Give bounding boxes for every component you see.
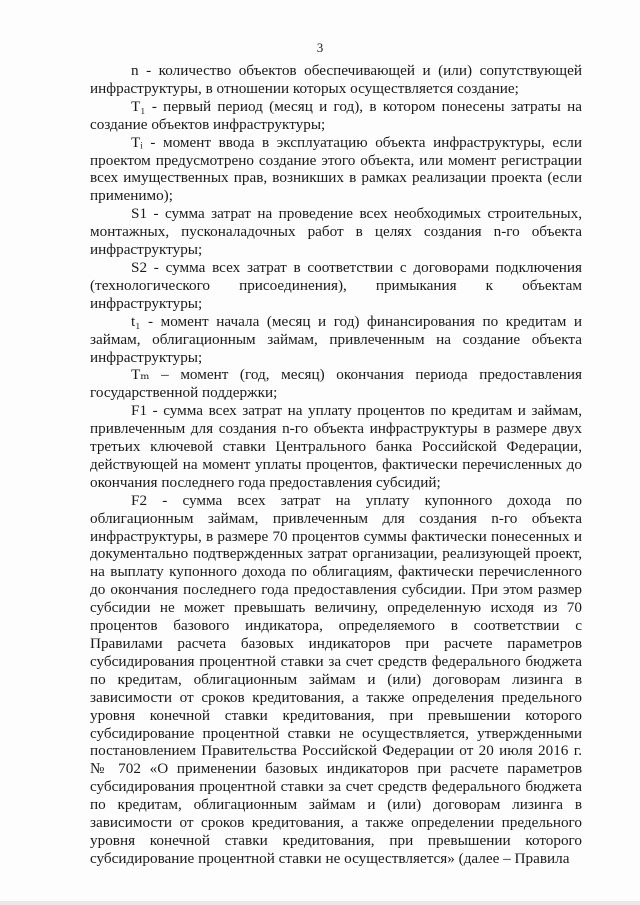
paragraph-ti-definition: Tᵢ - момент ввода в эксплуатацию объекта инфраструктуры, если проектом предусмотрено создание этого объекта, или момент регистрации всех имущественных прав, возникших в рамках реализации проекта (если применимо); — [90, 133, 582, 205]
paragraph-s2-definition: S2 - сумма всех затрат в соответствии с договорами подключения (технологического присоединения), примыкания к объектам инфраструктуры; — [90, 258, 582, 312]
paragraph-s1-definition: S1 - сумма затрат на проведение всех необходимых строительных, монтажных, пусконаладочных работ в целях создания n-го объекта инфраструктуры; — [90, 205, 582, 259]
paragraph-f1-definition: F1 - сумма всех затрат на уплату процентов по кредитам и займам, привлеченным для создания n-го объекта инфраструктуры в размере двух третьих ключевой ставки Центрального банка Российской Федерации, действующей на момент уплаты процентов, фактически перечисленных до окончания последнего года предоставления субсидий; — [90, 402, 582, 491]
page-number: 3 — [316, 40, 324, 55]
paragraph-tm-definition: Tₘ – момент (год, месяц) окончания периода предоставления государственной поддержки; — [90, 366, 582, 402]
paragraph-t1-definition: T₁ - первый период (месяц и год), в котором понесены затраты на создание объектов инфраструктуры; — [90, 97, 582, 133]
page-bottom-edge — [0, 901, 640, 905]
document-body — [90, 62, 582, 868]
paragraph-t1-small-definition: t₁ - момент начала (месяц и год) финансирования по кредитам и займам, облигационным займам, привлеченным на создание объекта инфраструктуры; — [90, 312, 582, 366]
paragraph-f2-definition: F2 - сумма всех затрат на уплату купонного дохода по облигационным займам, привлеченным для создания n-го объекта инфраструктуры, в размере 70 процентов суммы фактически понесенных и документально подтвержденных затрат организации, реализующей проект, на выплату купонного дохода по облигациям, фактически перечисленного до окончания последнего года предоставления субсидии. При этом размер субсидии не может превышать величину, определенную исходя из 70 процентов базового индикатора, определяемого в соответствии с Правилами расчета базовых индикаторов при расчете параметров субсидирования процентной ставки за счет средств федерального бюджета по кредитам, облигационным займам и (или) договорам лизинга в зависимости от сроков кредитования, а также определения предельного уровня конечной ставки кредитования, при превышении которого субсидирование процентной ставки не осуществляется, утвержденными постановлением Правительства Российской Федерации от 20 июля 2016 г. № 702 «О применении базовых индикаторов при расчете параметров субсидирования процентной ставки за счет средств федерального бюджета по кредитам, облигационным займам и (или) договорам лизинга в зависимости от сроков кредитования, а также определении предельного уровня конечной ставки кредитования, при превышении которого субсидирование процентной ставки не осуществляется» (далее – Правила — [90, 491, 582, 867]
paragraph-n-definition: n - количество объектов обеспечивающей и (или) сопутствующей инфраструктуры, в отношении которых осуществляется создание; — [90, 62, 582, 97]
